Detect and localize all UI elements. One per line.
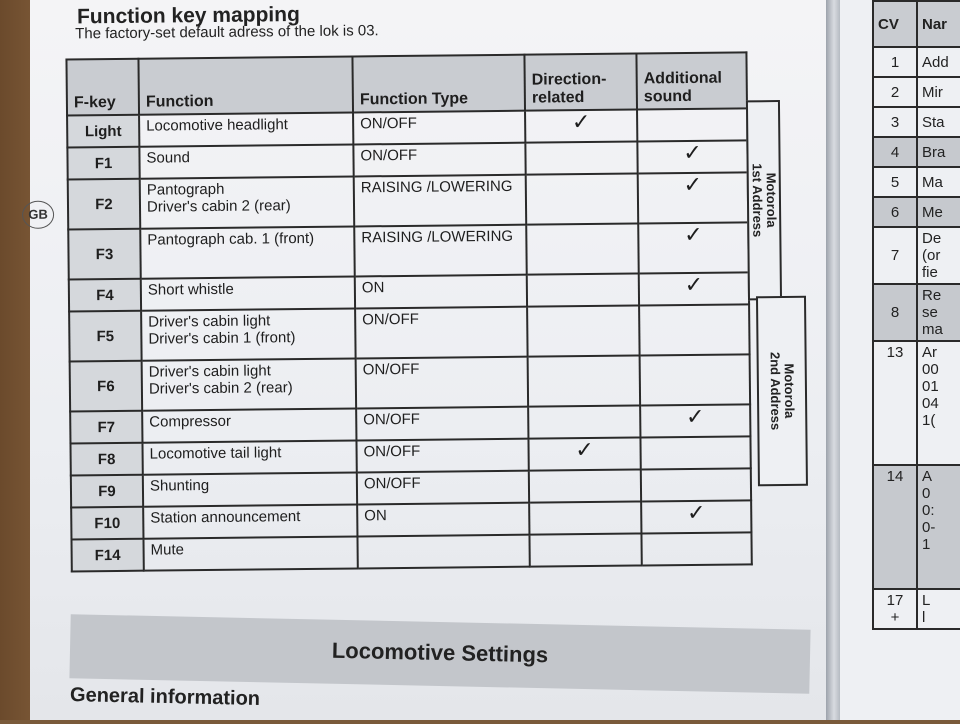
fkey-cell: F1 (67, 147, 139, 180)
cv-number-cell: 1 (873, 47, 917, 77)
function-type-cell: RAISING /LOWERING (354, 175, 527, 227)
header-function: Function (138, 56, 353, 114)
cv-number-cell: 5 (873, 167, 917, 197)
cv-number-cell: 3 (873, 107, 917, 137)
additional-sound-cell (637, 108, 747, 141)
fkey-cell: F9 (71, 475, 143, 508)
motorola-2nd-address-box (756, 296, 808, 487)
fkey-cell: F4 (69, 279, 141, 312)
function-type-cell (357, 535, 529, 569)
direction-related-cell: ✓ (525, 110, 637, 143)
general-information-heading: General information (69, 684, 261, 710)
function-type-cell: RAISING /LOWERING (354, 225, 527, 277)
additional-sound-cell (639, 304, 750, 355)
cv-name-cell: Sta (917, 107, 960, 137)
function-cell: Shunting (143, 472, 357, 506)
cv-header-cv: CV (873, 1, 917, 47)
function-cell: Driver's cabin light Driver's cabin 2 (rear) (142, 358, 357, 410)
direction-related-cell (529, 469, 641, 502)
fkey-cell: F14 (71, 539, 143, 572)
function-cell: Station announcement (143, 504, 357, 538)
direction-related-cell (528, 355, 641, 406)
direction-related-cell (529, 533, 641, 566)
table-header-row (66, 52, 747, 115)
cv-name-cell: Ar 00 01 04 1( (917, 341, 960, 465)
fkey-cell: F8 (70, 443, 142, 476)
cv-row (873, 341, 960, 465)
additional-sound-cell (641, 532, 751, 565)
table-row (68, 222, 748, 279)
cv-number-cell: 17 + (873, 589, 917, 629)
cv-name-cell: Re se ma (917, 284, 960, 341)
cv-name-cell: Me (917, 197, 960, 227)
cv-row (873, 589, 960, 629)
function-type-cell: ON (357, 503, 529, 537)
function-cell: Sound (139, 144, 353, 178)
cv-row (873, 47, 960, 77)
cv-row (873, 465, 960, 589)
cv-row (873, 77, 960, 107)
motorola-2nd-address-label: Motorola 2nd Address (767, 351, 798, 431)
direction-related-cell (527, 273, 639, 306)
direction-related-cell: ✓ (528, 437, 640, 470)
additional-sound-cell (640, 354, 751, 405)
function-type-cell: ON/OFF (356, 357, 529, 409)
function-cell: Locomotive headlight (139, 112, 353, 146)
table-row (69, 304, 749, 361)
cv-table-body (873, 47, 960, 629)
function-cell: Driver's cabin light Driver's cabin 1 (front) (141, 308, 356, 360)
fkey-cell: F5 (69, 311, 142, 362)
cv-row (873, 137, 960, 167)
function-type-cell: ON/OFF (353, 143, 525, 177)
direction-related-cell (529, 501, 641, 534)
cv-row (873, 167, 960, 197)
cv-row (873, 227, 960, 284)
function-cell: Pantograph Driver's cabin 2 (rear) (140, 176, 355, 228)
cv-row (873, 107, 960, 137)
fkey-cell: F7 (70, 411, 142, 444)
function-cell: Short whistle (141, 276, 355, 310)
header-function-type: Function Type (352, 55, 525, 113)
table-body (67, 108, 752, 571)
section-heading: Function key mapping (76, 3, 300, 29)
cv-number-cell: 6 (873, 197, 917, 227)
additional-sound-cell: ✓ (639, 272, 749, 305)
cv-name-cell: L l (917, 589, 960, 629)
function-cell: Mute (143, 536, 357, 570)
fkey-cell: F10 (71, 507, 143, 540)
additional-sound-cell (641, 468, 751, 501)
direction-related-cell (525, 142, 637, 175)
header-fkey: F-key (66, 59, 139, 116)
function-type-cell: ON (355, 275, 527, 309)
header-additional-sound: Additional sound (636, 52, 747, 109)
cv-name-cell: A 0 0: 0- 1 (917, 465, 960, 589)
cv-name-cell: Ma (917, 167, 960, 197)
table-row (68, 172, 748, 229)
function-type-cell: ON/OFF (356, 439, 528, 473)
cv-name-cell: Bra (917, 137, 960, 167)
cv-row (873, 284, 960, 341)
banner-title: Locomotive Settings (331, 637, 549, 668)
direction-related-cell (527, 305, 640, 356)
cv-number-cell: 13 (873, 341, 917, 465)
additional-sound-cell: ✓ (641, 500, 751, 533)
additional-sound-cell: ✓ (638, 222, 749, 273)
additional-sound-cell: ✓ (640, 404, 750, 437)
function-cell: Locomotive tail light (142, 440, 356, 474)
table-row (70, 354, 750, 411)
direction-related-cell (526, 174, 639, 225)
direction-related-cell (526, 224, 639, 275)
cv-number-cell: 14 (873, 465, 917, 589)
function-cell: Compressor (142, 408, 356, 442)
cv-name-cell: Mir (917, 77, 960, 107)
cv-header-row (873, 1, 960, 47)
section-subheading: The factory-set default adress of the lok is 03. (75, 22, 379, 43)
function-type-cell: ON/OFF (357, 471, 529, 505)
motorola-1st-address-box (746, 100, 782, 300)
cv-number-cell: 2 (873, 77, 917, 107)
function-type-cell: ON/OFF (353, 111, 525, 145)
fkey-cell: Light (67, 115, 139, 148)
cv-row (873, 197, 960, 227)
fkey-cell: F2 (68, 179, 141, 230)
table-row (71, 532, 751, 571)
function-type-cell: ON/OFF (355, 307, 528, 359)
cv-header-name: Nar (917, 1, 960, 47)
fkey-cell: F6 (70, 361, 143, 412)
function-key-table (65, 51, 752, 572)
function-cell: Pantograph cab. 1 (front) (140, 226, 355, 278)
cv-number-cell: 8 (873, 284, 917, 341)
additional-sound-cell: ✓ (638, 172, 749, 223)
cv-name-cell: Add (917, 47, 960, 77)
language-badge: GB (22, 201, 54, 229)
header-direction-related: Direction-related (524, 54, 637, 111)
cv-name-cell: De (or fie (917, 227, 960, 284)
cv-number-cell: 7 (873, 227, 917, 284)
function-type-cell: ON/OFF (356, 407, 528, 441)
cv-table (872, 0, 960, 630)
motorola-1st-address-label: Motorola 1st Address (749, 163, 780, 238)
cv-number-cell: 4 (873, 137, 917, 167)
direction-related-cell (528, 405, 640, 438)
fkey-cell: F3 (68, 229, 141, 280)
additional-sound-cell: ✓ (637, 140, 747, 173)
additional-sound-cell (640, 436, 750, 469)
